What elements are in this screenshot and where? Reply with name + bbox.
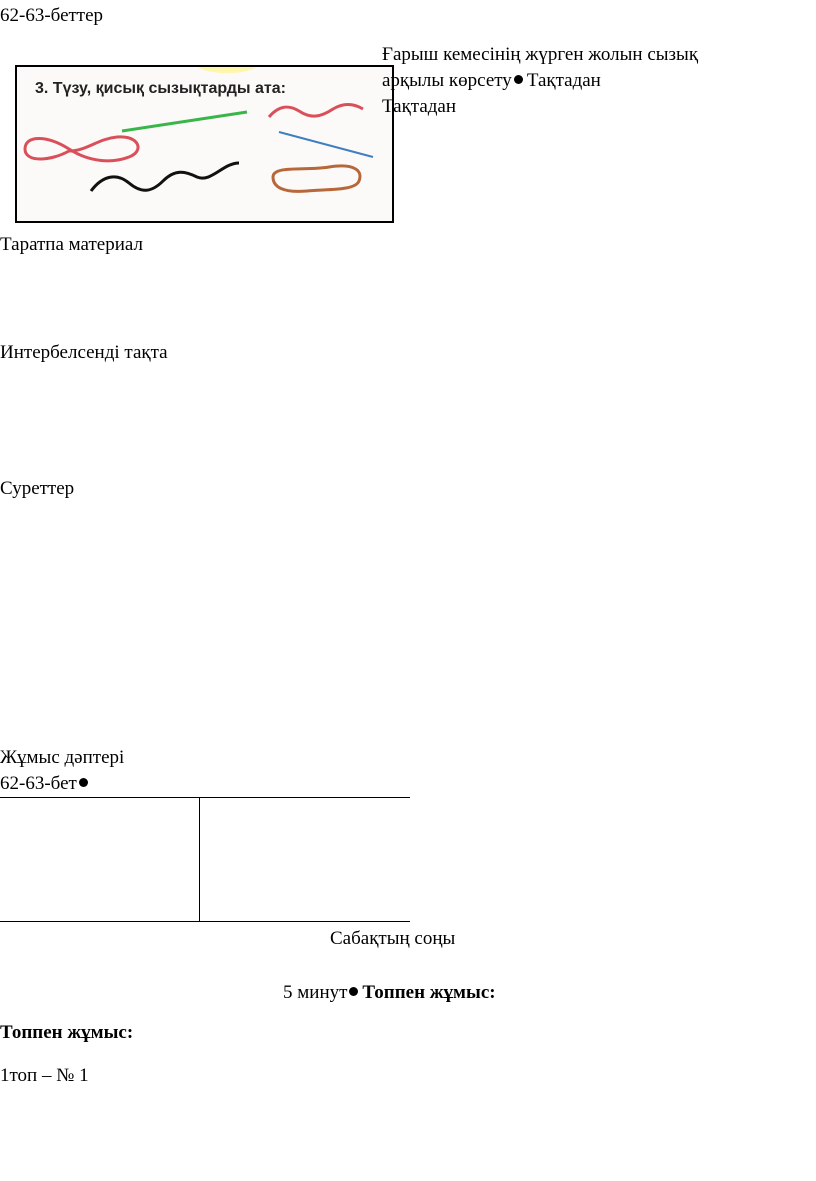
black-wavy-line [91,163,239,191]
resource-board: Интербелсенді тақта [0,342,168,363]
table-bottom-border [0,921,410,922]
resource-pictures: Суреттер [0,478,75,499]
brown-closed-loop-line [273,166,360,191]
sun-glow [197,67,257,73]
green-straight-line [122,112,247,131]
figure-caption: 3. Түзу, қисық сызықтарды ата: [35,80,286,97]
header-pages: 62-63-беттер [0,5,104,26]
resource-handout: Таратпа материал [0,234,143,255]
group-item-1: 1топ – № 1 [0,1065,89,1086]
figure-lines-exercise [15,65,394,223]
right-text-line2 [382,69,601,92]
blue-straight-line [279,132,373,157]
right-text-line2-b: Тақтадан [526,70,601,91]
resource-workbook: Жұмыс дәптері [0,747,125,768]
bullet-icon [349,987,358,996]
bullet-icon [79,778,88,787]
red-figure-eight-line [25,137,138,161]
right-text-line3: Тақтадан [382,96,457,117]
lesson-end-time-line [283,981,496,1004]
bullet-icon [514,75,523,84]
resource-workbook-pages [0,772,92,795]
table-top-border [0,797,410,798]
red-wavy-line [269,105,363,118]
workbook-pages-text: 62-63-бет [0,773,77,794]
lesson-end-group-work: Топпен жұмыс: [362,982,496,1003]
right-text-line1: Ғарыш кемесінің жүрген жолын сызық [382,44,699,65]
lesson-end-time: 5 минут [283,982,348,1003]
group-work-heading: Топпен жұмыс: [0,1022,134,1043]
lesson-end-title: Сабақтың соңы [330,928,456,949]
table-column-divider [199,797,200,922]
right-text-line2-a: арқылы көрсету [382,70,512,91]
